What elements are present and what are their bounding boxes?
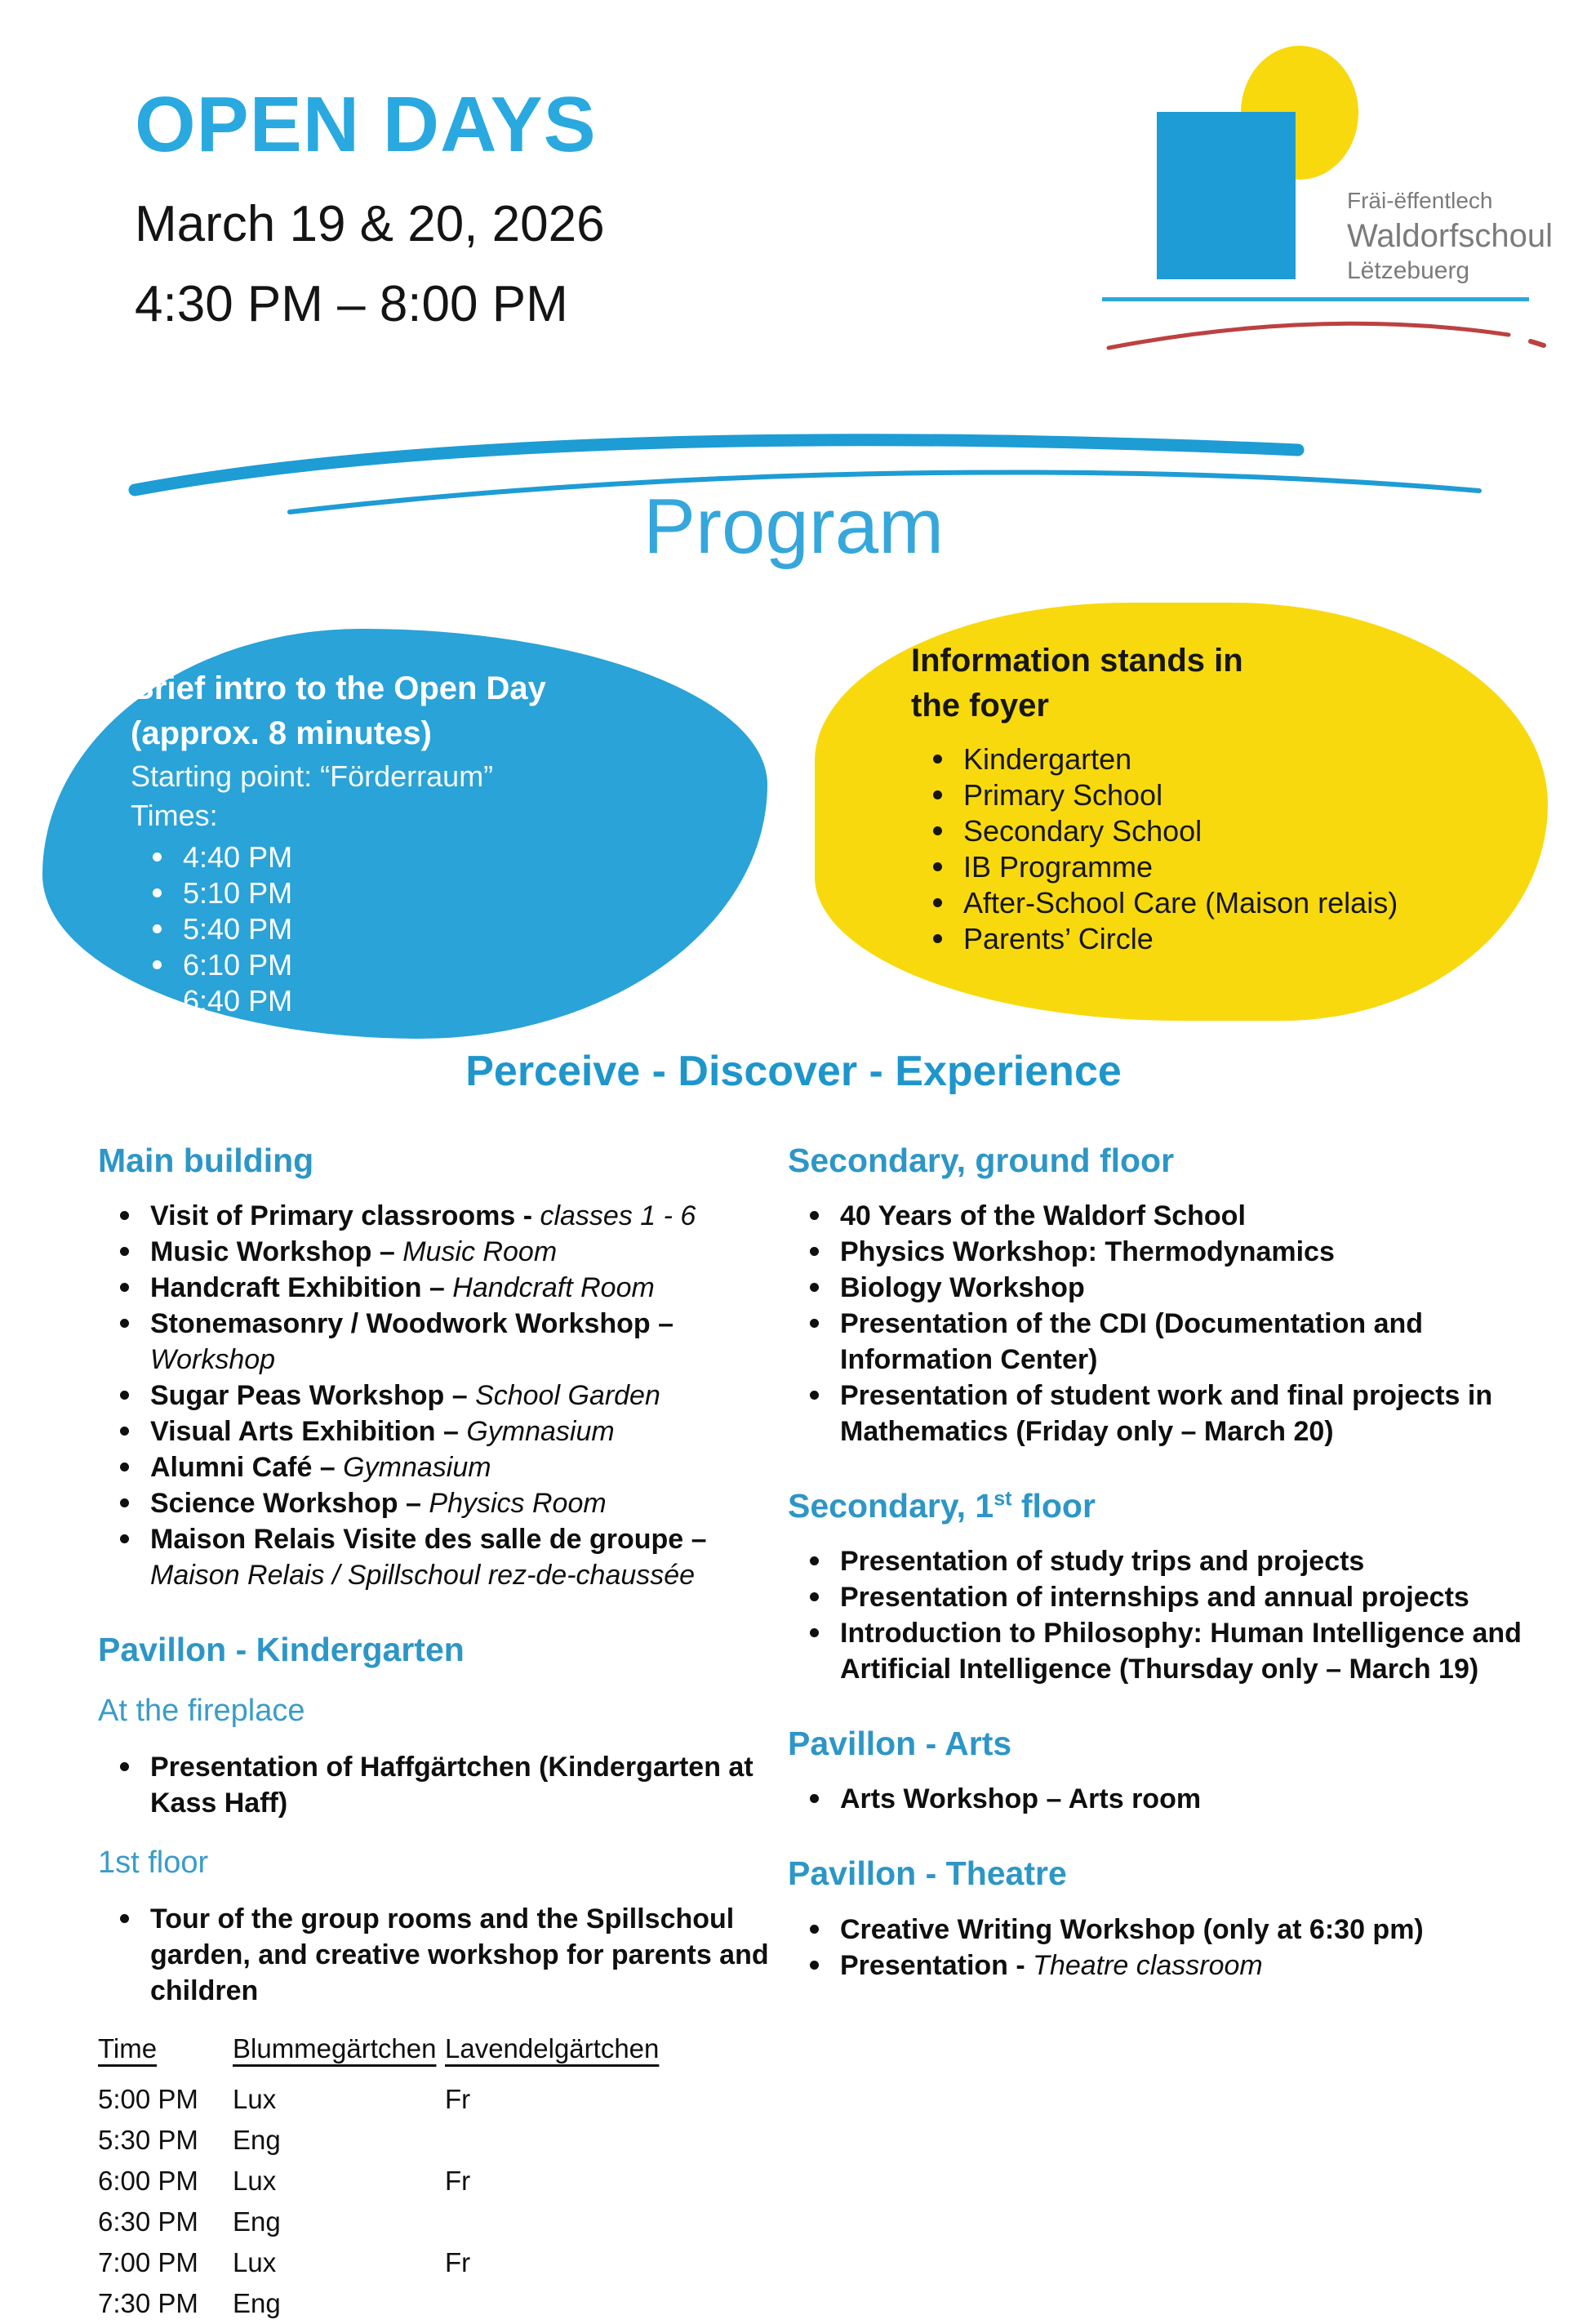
item-text-bold: Creative Writing Workshop (only at 6:30 pm) [840, 1913, 1424, 1945]
logo-blue-rule [1102, 297, 1529, 301]
section-heading-pavillon-theatre: Pavillon - Theatre [788, 1854, 1067, 1893]
list-item [788, 1270, 1538, 1306]
section-heading-kindergarten: Pavillon - Kindergarten [98, 1631, 465, 1669]
item-text-bold: Biology Workshop [840, 1272, 1085, 1304]
info-stand: After-School Care (Maison relais) [963, 886, 1398, 919]
intro-times-list [131, 839, 710, 1019]
bullet-icon [933, 790, 942, 799]
info-stand-item [911, 741, 1503, 777]
info-stand: Parents’ Circle [963, 922, 1154, 955]
cell-blummegaertchen: Eng [233, 2287, 281, 2318]
item-text-italic: Workshop [150, 1344, 276, 1376]
intro-time: 5:10 PM [183, 876, 293, 910]
bullet-icon [810, 1391, 819, 1400]
bullet-icon [120, 1762, 129, 1771]
intro-time-item [131, 947, 710, 983]
item-text-italic: School Garden [475, 1380, 660, 1412]
bullet-icon [810, 1592, 819, 1601]
bullet-icon [120, 1247, 129, 1256]
table-row [98, 2079, 659, 2120]
cell-lavendelgaertchen: Fr [445, 2083, 471, 2114]
list-item [788, 1378, 1538, 1449]
info-stand-item [911, 885, 1503, 921]
bullet-icon [810, 1283, 819, 1292]
cell-blummegaertchen: Lux [233, 2083, 277, 2114]
header-title-block [135, 78, 605, 336]
table-header-row [98, 2033, 659, 2079]
item-text-bold: Presentation of student work and final projects in Mathematics (Friday only – March 20) [840, 1380, 1493, 1448]
item-text-italic: Physics Room [429, 1488, 607, 1520]
intro-title-line2: (approx. 8 minutes) [131, 715, 432, 751]
bullet-icon [120, 1319, 129, 1328]
intro-card [42, 629, 767, 1039]
item-text-italic: classes 1 - 6 [540, 1200, 696, 1232]
item-text-bold: Presentation of internships and annual projects [840, 1582, 1469, 1614]
program-heading: Program [642, 483, 945, 570]
column-header-lavendelgaertchen: Lavendelgärtchen [445, 2032, 660, 2064]
bullet-icon [810, 1211, 819, 1220]
bullet-icon [933, 898, 942, 907]
list-item [788, 1234, 1538, 1270]
item-text-bold: Presentation of study trips and projects [840, 1546, 1365, 1578]
table-row [98, 2161, 659, 2202]
info-stand: Kindergarten [963, 742, 1132, 776]
cell-blummegaertchen: Lux [233, 2165, 277, 2196]
info-stand-item [911, 849, 1503, 885]
list-item [98, 1749, 788, 1821]
logo-wordmark [1347, 185, 1553, 287]
item-text-bold: Music Workshop – [150, 1236, 403, 1268]
bullet-icon [810, 1628, 819, 1637]
item-text-italic: Maison Relais / Spillschoul rez-de-chaussée [150, 1560, 696, 1592]
bullet-icon [153, 853, 162, 861]
intro-times-label: Times: [131, 799, 218, 832]
cell-time: 6:00 PM [98, 2165, 198, 2196]
subheading-fireplace: At the fireplace [98, 1694, 305, 1729]
item-text-italic: Theatre classroom [1033, 1949, 1263, 1981]
bullet-icon [120, 1463, 129, 1471]
main-building-list [98, 1198, 788, 1593]
table-row [98, 2242, 659, 2283]
bullet-icon [810, 1925, 819, 1934]
info-stand-item [911, 813, 1503, 849]
bullet-icon [933, 862, 942, 871]
item-text-bold: Handcraft Exhibition – [150, 1272, 453, 1304]
kindergarten-fireplace-list [98, 1749, 788, 1821]
item-text-bold: Science Workshop – [150, 1488, 429, 1520]
list-item [98, 1485, 788, 1521]
cell-time: 7:00 PM [98, 2246, 198, 2277]
bullet-icon [153, 996, 162, 1005]
list-item [788, 1912, 1538, 1948]
bullet-icon [120, 1427, 129, 1436]
page-title: OPEN DAYS [135, 81, 597, 168]
item-text-bold: Visit of Primary classrooms - [150, 1200, 540, 1232]
bullet-icon [933, 755, 942, 764]
cell-lavendelgaertchen: Fr [445, 2246, 471, 2277]
section-heading-pavillon-arts: Pavillon - Arts [788, 1725, 1012, 1763]
list-item [788, 1579, 1538, 1615]
intro-time: 6:40 PM [183, 984, 293, 1017]
info-title-line2: the foyer [911, 688, 1049, 723]
heading-post: floor [1011, 1487, 1096, 1525]
item-text-bold: Sugar Peas Workshop – [150, 1380, 476, 1412]
event-hours: 4:30 PM – 8:00 PM [135, 275, 568, 332]
cell-time: 5:00 PM [98, 2083, 198, 2114]
list-item [98, 1270, 788, 1306]
item-text-bold: Presentation of Haffgärtchen (Kindergarten at Kass Haff) [150, 1751, 753, 1819]
list-item [98, 1521, 788, 1593]
bullet-icon [810, 1247, 819, 1256]
logo-line-2: Waldorfschoul [1347, 218, 1553, 254]
cell-lavendelgaertchen [445, 2120, 659, 2161]
subheading-first-floor: 1st floor [98, 1845, 209, 1880]
item-text-bold: Maison Relais Visite des salle de groupe – [150, 1524, 707, 1556]
bullet-icon [810, 1961, 819, 1970]
list-item [98, 1234, 788, 1270]
intro-time: 5:40 PM [183, 912, 293, 946]
info-title-line1: Information stands in [911, 643, 1243, 679]
info-stand-item [911, 777, 1503, 813]
bullet-icon [120, 1391, 129, 1400]
info-stand: IB Programme [963, 850, 1154, 884]
event-dates: March 19 & 20, 2026 [135, 196, 605, 253]
column-header-time: Time [98, 2032, 158, 2064]
bullet-icon [120, 1498, 129, 1507]
item-text-bold: Alumni Café – [150, 1452, 344, 1484]
bullet-icon [933, 826, 942, 835]
column-header-blummegaertchen: Blummegärtchen [233, 2032, 437, 2064]
table-row [98, 2283, 659, 2324]
heading-pre: Secondary, 1 [788, 1487, 994, 1525]
secondary-ground-list [788, 1198, 1538, 1449]
pavillon-arts-list [788, 1781, 1538, 1817]
item-text-bold: Tour of the group rooms and the Spillschoul garden, and creative workshop for parents and children [150, 1903, 769, 2006]
list-item [98, 1901, 788, 2009]
list-item [98, 1306, 788, 1378]
info-stands-card [815, 603, 1548, 1021]
logo-line-1: Fräi-ëffentlech [1347, 188, 1493, 213]
item-text-bold: Presentation - [840, 1949, 1034, 1981]
bullet-icon [810, 1556, 819, 1565]
cell-time: 7:30 PM [98, 2287, 198, 2318]
pavillon-theatre-list [788, 1912, 1538, 1983]
item-text-bold: Stonemasonry / Woodwork Workshop – [150, 1308, 674, 1340]
list-item [788, 1615, 1538, 1687]
list-item [98, 1378, 788, 1414]
info-stand: Primary School [963, 778, 1163, 812]
item-text-bold: Introduction to Philosophy: Human Intelligence and Artificial Intelligence (Thursday only – March 19) [840, 1618, 1522, 1685]
info-stands-list [911, 741, 1503, 957]
item-text-italic: Gymnasium [343, 1452, 491, 1484]
info-stand-item [911, 921, 1503, 957]
item-text-italic: Handcraft Room [452, 1272, 655, 1304]
intro-time-item [131, 839, 710, 875]
bullet-icon [153, 960, 162, 969]
intro-time-item [131, 875, 710, 911]
list-item [788, 1543, 1538, 1579]
intro-title-line1: Brief intro to the Open Day [131, 670, 546, 706]
tagline: Perceive - Discover - Experience [465, 1048, 1122, 1095]
intro-starting-point: Starting point: “Förderraum” [131, 759, 494, 793]
kindergarten-first-floor-list [98, 1901, 788, 2009]
logo-line-3: Lëtzebuerg [1347, 257, 1470, 284]
cell-blummegaertchen: Eng [233, 2206, 281, 2237]
item-text-bold: 40 Years of the Waldorf School [840, 1200, 1246, 1232]
logo-square-icon [1157, 112, 1296, 279]
item-text-bold: Arts Workshop – Arts room [840, 1783, 1202, 1815]
section-heading-secondary-first [788, 1487, 1538, 1525]
list-item [788, 1306, 1538, 1378]
bullet-icon [120, 1914, 129, 1923]
program-columns [98, 1142, 1538, 2324]
bullet-icon [810, 1319, 819, 1328]
intro-time: 6:10 PM [183, 948, 293, 982]
table-row [98, 2120, 659, 2161]
intro-time: 4:40 PM [183, 840, 293, 874]
bullet-icon [120, 1534, 129, 1543]
item-text-bold: Physics Workshop: Thermodynamics [840, 1236, 1335, 1268]
kindergarten-schedule-table [98, 2033, 659, 2324]
cell-lavendelgaertchen [445, 2283, 659, 2324]
list-item [788, 1948, 1538, 1983]
cell-time: 6:30 PM [98, 2206, 198, 2237]
column-left [98, 1142, 788, 2324]
cell-lavendelgaertchen [445, 2202, 659, 2242]
intro-time-item [131, 911, 710, 947]
list-item [98, 1198, 788, 1234]
cell-time: 5:30 PM [98, 2124, 198, 2155]
list-item [788, 1198, 1538, 1234]
list-item [98, 1414, 788, 1449]
bullet-icon [153, 924, 162, 933]
bullet-icon [933, 934, 942, 943]
column-right [788, 1142, 1538, 2324]
section-heading-secondary-ground: Secondary, ground floor [788, 1142, 1175, 1179]
info-stand: Secondary School [963, 814, 1202, 848]
item-text-bold: Presentation of the CDI (Documentation and Information Center) [840, 1308, 1424, 1376]
bullet-icon [153, 888, 162, 897]
secondary-first-list [788, 1543, 1538, 1687]
table-row [98, 2202, 659, 2242]
intro-time-item [131, 983, 710, 1019]
cell-blummegaertchen: Lux [233, 2246, 277, 2277]
bullet-icon [120, 1283, 129, 1292]
logo-red-arc-icon [1086, 307, 1559, 359]
bullet-icon [810, 1794, 819, 1803]
bullet-icon [120, 1211, 129, 1220]
cell-blummegaertchen: Eng [233, 2124, 281, 2155]
list-item [98, 1449, 788, 1485]
list-item [788, 1781, 1538, 1817]
item-text-bold: Visual Arts Exhibition – [150, 1416, 467, 1448]
section-heading-main-building: Main building [98, 1142, 314, 1179]
item-text-italic: Gymnasium [466, 1416, 615, 1448]
cell-lavendelgaertchen: Fr [445, 2165, 471, 2196]
item-text-italic: Music Room [402, 1236, 558, 1268]
heading-superscript: st [994, 1487, 1012, 1511]
